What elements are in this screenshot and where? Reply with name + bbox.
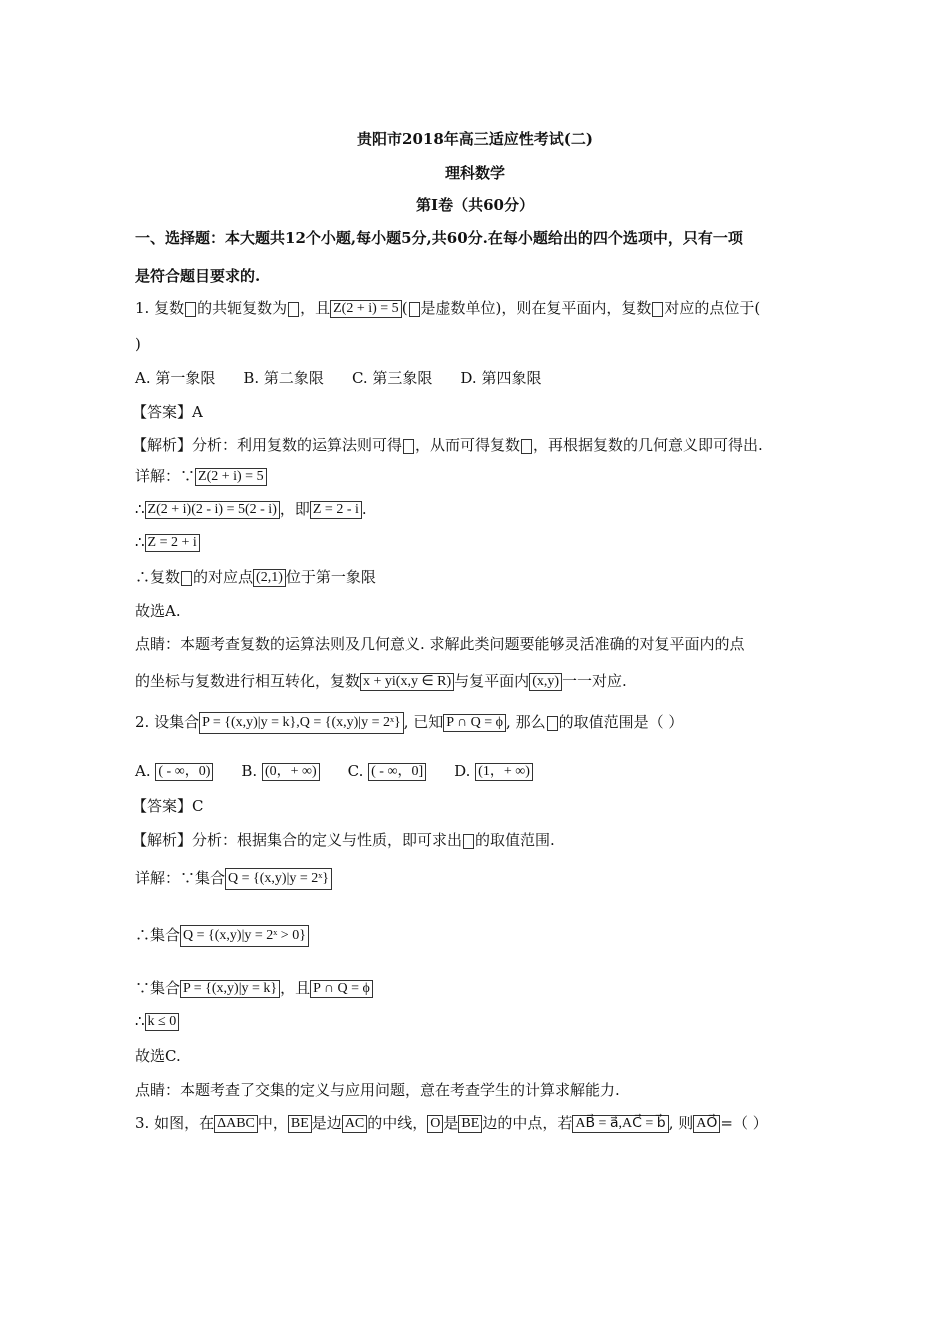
option-a: A. ( - ∞，0): [135, 761, 213, 781]
formula-box: AB⃗ = a⃗,AC⃗ = b⃗: [572, 1115, 668, 1133]
formula-box: x + yi(x,y ∈ R): [360, 673, 454, 691]
formula-box: O: [427, 1115, 443, 1133]
formula-box: Z(2 + i) = 5: [195, 468, 267, 486]
formula-box: (2,1): [253, 569, 286, 587]
formula-placeholder-icon: [547, 716, 558, 731]
formula-box: Z(2 + i)(2 - i) = 5(2 - i): [145, 501, 280, 519]
exam-subtitle: 理科数学: [444, 164, 505, 182]
q1-answer: 【答案】A: [132, 403, 203, 421]
formula-placeholder-icon: [185, 302, 196, 317]
q2-analysis: 【解析】分析：根据集合的定义与性质，即可求出 的取值范围.: [132, 831, 555, 849]
formula-box: Z = 2 - i: [310, 501, 362, 519]
q1-detail-4: ∴复数 的对应点 (2,1) 位于第一象限: [135, 568, 376, 586]
formula-box: P = {(x,y)|y = k}: [180, 980, 280, 998]
formula-placeholder-icon: [181, 571, 192, 586]
q2-note: 点睛：本题考查了交集的定义与应用问题，意在考查学生的计算求解能力.: [135, 1081, 620, 1099]
q1-analysis: 【解析】分析：利用复数的运算法则可得 ，从而可得复数 ，再根据复数的几何意义即可得出.: [132, 436, 763, 454]
formula-box: k ≤ 0: [145, 1013, 180, 1031]
q2-stem: 2. 设集合 P = {(x,y)|y = k},Q = {(x,y)|y = 2ˣ} , 已知 P ∩ Q = ϕ , 那么 的取值范围是（ ）: [135, 712, 683, 734]
q1-detail-3: ∴ Z = 2 + i: [135, 532, 200, 552]
formula-box: Q = {(x,y)|y = 2ˣ > 0}: [180, 925, 309, 947]
option-c: C. 第三象限: [351, 369, 433, 387]
exam-title: 贵阳市2018年高三适应性考试(二): [357, 130, 593, 148]
q3-stem: 3. 如图，在 ΔABC 中， BE 是边 AC 的中线， O 是 BE 边的中点，若 AB⃗ = a⃗,AC⃗ = b⃗ , 则 AO⃗ =（ ）: [135, 1114, 768, 1132]
q1-choose: 故选A.: [135, 602, 181, 620]
q1-stem: 1. 复数 的共轭复数为 ，且 Z(2 + i) = 5 ( 是虚数单位)，则在复平面内，复数 对应的点位于(: [135, 299, 761, 317]
q2-choose: 故选C.: [135, 1047, 181, 1065]
option-d: D. (1，+ ∞): [454, 761, 533, 781]
formula-placeholder-icon: [521, 439, 532, 454]
option-d: D. 第四象限: [460, 369, 542, 387]
formula-box: P ∩ Q = ϕ: [443, 714, 506, 732]
formula-placeholder-icon: [652, 302, 663, 317]
q1-stem-end: ): [135, 335, 141, 353]
formula-box: ΔABC: [214, 1115, 258, 1133]
q2-detail-2: ∴集合 Q = {(x,y)|y = 2ˣ > 0}: [135, 925, 309, 947]
formula-box: P = {(x,y)|y = k},Q = {(x,y)|y = 2ˣ}: [199, 712, 404, 734]
formula-placeholder-icon: [403, 439, 414, 454]
q2-answer: 【答案】C: [132, 797, 204, 815]
formula-placeholder-icon: [463, 834, 474, 849]
option-b: B. 第二象限: [243, 369, 324, 387]
q2-options: [135, 761, 561, 781]
q1-detail-2: ∴ Z(2 + i)(2 - i) = 5(2 - i) ，即 Z = 2 - i .: [135, 500, 367, 518]
q1-detail-1: 详解：∵ Z(2 + i) = 5: [135, 466, 267, 486]
formula-box: BE: [288, 1115, 312, 1133]
formula-box: BE: [458, 1115, 482, 1133]
option-a: A. 第一象限: [135, 369, 216, 387]
formula-box: AO⃗: [693, 1115, 720, 1133]
option-c: C. ( - ∞，0]: [348, 761, 426, 781]
formula-placeholder-icon: [288, 302, 299, 317]
q1-note-2: 的坐标与复数进行相互转化，复数 x + yi(x,y ∈ R) 与复平面内 (x,y) 一一对应.: [135, 672, 627, 690]
formula-box: Q = {(x,y)|y = 2ˣ}: [225, 868, 332, 890]
formula-box: AC: [342, 1115, 367, 1133]
q1-note-1: 点睛：本题考查复数的运算法则及几何意义. 求解此类问题要能够灵活准确的对复平面内的点: [135, 635, 745, 653]
section-instruction-2: 是符合题目要求的.: [135, 267, 261, 285]
q2-detail-4: ∴ k ≤ 0: [135, 1011, 179, 1031]
part-heading: 第Ⅰ卷（共60分）: [416, 196, 534, 214]
formula-box: (x,y): [529, 673, 562, 691]
formula-box: Z(2 + i) = 5: [330, 300, 402, 318]
section-instruction-1: 一、选择题：本大题共12个小题,每小题5分,共60分.在每小题给出的四个选项中，只有一项: [135, 229, 743, 247]
formula-box: Z = 2 + i: [145, 534, 200, 552]
q2-detail-3: ∵集合 P = {(x,y)|y = k} ，且 P ∩ Q = ϕ: [135, 978, 373, 998]
formula-box: P ∩ Q = ϕ: [310, 980, 373, 998]
option-b: B. (0，+ ∞): [241, 761, 319, 781]
q1-options: [135, 368, 569, 388]
q2-detail-1: 详解：∵集合 Q = {(x,y)|y = 2ˣ}: [135, 868, 332, 890]
formula-placeholder-icon: [409, 302, 420, 317]
